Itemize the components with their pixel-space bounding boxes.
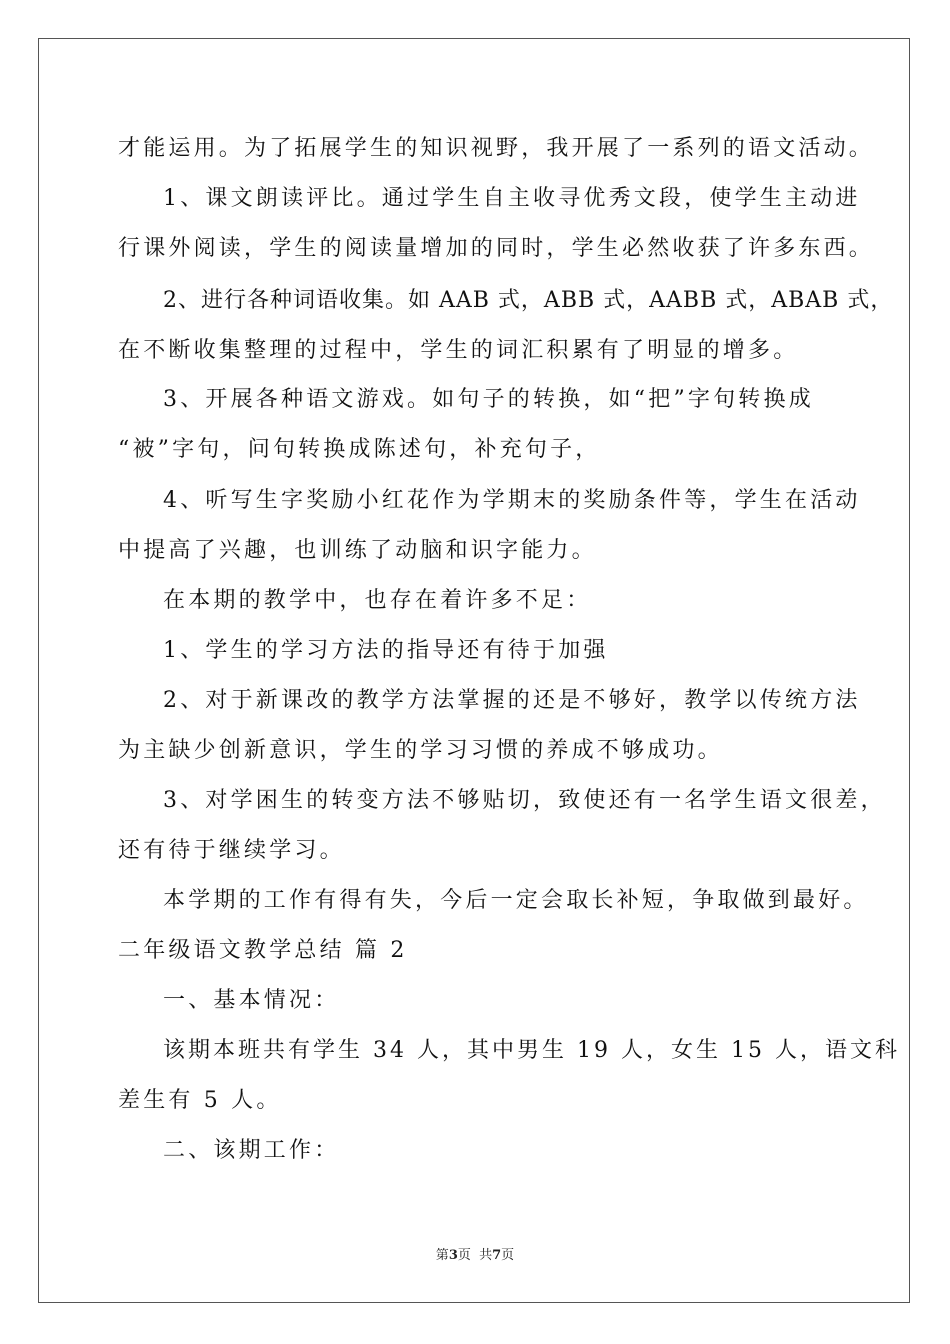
paragraph-line: 中提高了兴趣，也训练了动脑和识字能力。 bbox=[118, 538, 597, 563]
total-page-number: 7 bbox=[492, 1248, 502, 1263]
paragraph-line: “被”字句，问句转换成陈述句，补充句子， bbox=[118, 437, 601, 462]
section-heading: 二年级语文教学总结 篇 2 bbox=[118, 938, 408, 963]
paragraph-line: 1、课文朗读评比。通过学生自主收寻优秀文段，使学生主动进 bbox=[163, 186, 861, 211]
paragraph-line: 为主缺少创新意识，学生的学习习惯的养成不够成功。 bbox=[118, 738, 723, 763]
paragraph-line: 才能运用。为了拓展学生的知识视野，我开展了一系列的语文活动。 bbox=[118, 136, 875, 161]
current-page-number: 3 bbox=[448, 1248, 458, 1263]
paragraph-line: 行课外阅读，学生的阅读量增加的同时，学生必然收获了许多东西。 bbox=[118, 236, 875, 261]
paragraph-line: 3、开展各种语文游戏。如句子的转换，如“把”字句转换成 bbox=[163, 387, 814, 412]
paragraph-line: 在不断收集整理的过程中，学生的词汇积累有了明显的增多。 bbox=[118, 338, 799, 363]
paragraph-line: 该期本班共有学生 34 人，其中男生 19 人，女生 15 人，语文科 bbox=[163, 1038, 900, 1063]
paragraph-line: 本学期的工作有得有失，今后一定会取长补短，争取做到最好。 bbox=[163, 888, 869, 913]
footer-suffix: 页 bbox=[501, 1248, 515, 1263]
paragraph-line: 二、该期工作： bbox=[163, 1138, 340, 1163]
paragraph-line: 4、听写生字奖励小红花作为学期末的奖励条件等，学生在活动 bbox=[163, 488, 861, 513]
paragraph-line: 1、学生的学习方法的指导还有待于加强 bbox=[163, 638, 609, 663]
paragraph-line: 还有待于继续学习。 bbox=[118, 838, 345, 863]
footer-middle: 页 共 bbox=[457, 1248, 493, 1263]
page-footer bbox=[0, 1247, 950, 1265]
paragraph-line: 3、对学困生的转变方法不够贴切，致使还有一名学生语文很差， bbox=[163, 788, 886, 813]
paragraph-line: 差生有 5 人。 bbox=[118, 1088, 282, 1113]
paragraph-line: 2、进行各种词语收集。如 AAB 式，ABB 式，AABB 式，ABAB 式， bbox=[163, 288, 894, 313]
paragraph-line: 一、基本情况： bbox=[163, 988, 340, 1013]
footer-prefix: 第 bbox=[435, 1248, 449, 1263]
paragraph-line: 在本期的教学中，也存在着许多不足： bbox=[163, 588, 592, 613]
paragraph-line: 2、对于新课改的教学方法掌握的还是不够好，教学以传统方法 bbox=[163, 688, 861, 713]
